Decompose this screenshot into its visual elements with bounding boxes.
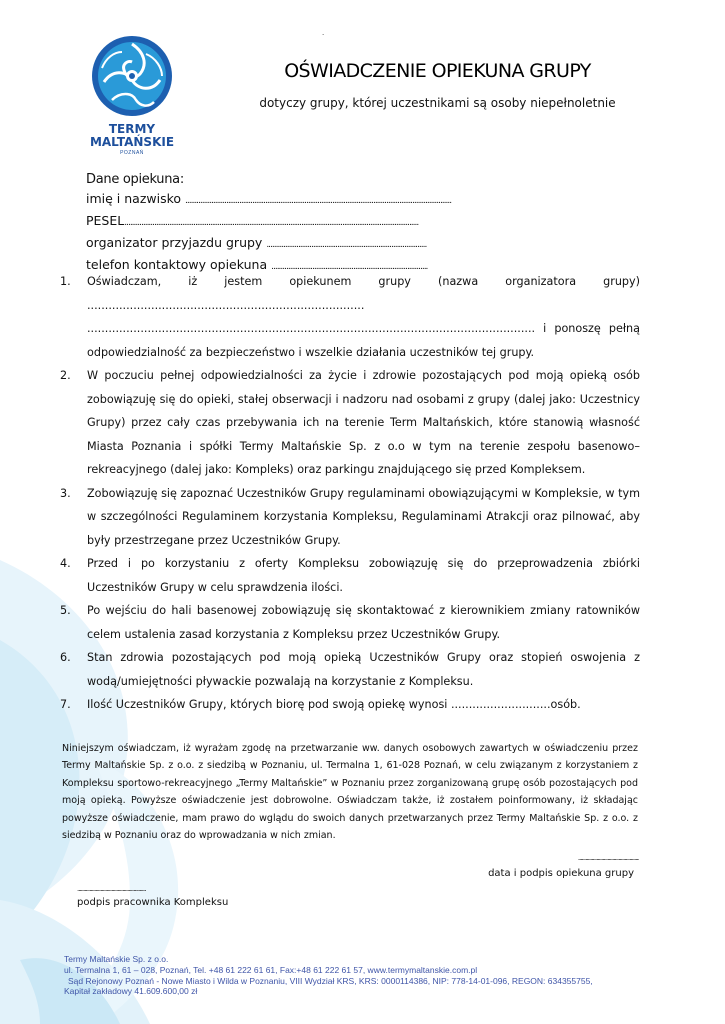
guardian-data-section	[86, 170, 486, 277]
employee-signature-label: podpis pracownika Kompleksu	[77, 897, 229, 908]
item-text: W poczuciu pełnej odpowiedzialności za życie i zdrowie pozostających pod moją opieką osób zobowiązuję się do opieki, stałej obserwacji i nadzoru nad osobami z grupy (dalej jako: Uczestnicy Grupy) przez cały czas przebywania ich na terenie Term Maltańskich, które stanowią własność Miasta Poznania i spółki Termy Maltańskie Sp. z o.o w tym na terenie zespołu basenowo–rekreacyjnego (dalej jako: Kompleks) oraz parkingu znajdującego się przed Kompleksem.	[87, 369, 640, 476]
logo-text-poznan: POZNAŃ	[120, 150, 144, 156]
document-subtitle: dotyczy grupy, której uczestnikami są osoby niepełnoletnie	[259, 96, 616, 110]
footer-company-name: Termy Maltańskie Sp. z o.o.	[64, 954, 169, 964]
field-label: PESEL	[86, 213, 125, 228]
company-footer	[64, 954, 704, 997]
item-text: Po wejściu do hali basenowej zobowiązuję się skontaktować z kierownikiem zmiany ratowników celem ustalenia zasad korzystania z Kompleksu przez Uczestników Grupy.	[87, 604, 640, 641]
document-title: OŚWIADCZENIE OPIEKUNA GRUPY	[284, 60, 591, 82]
field-dots: ......................................................................................	[266, 240, 427, 250]
field-label: organizator przyjazdu grupy	[86, 235, 263, 250]
item-text: Zobowiązuję się zapoznać Uczestników Grupy regulaminami obowiązującymi w Kompleksie, w tym w szczególności Regulaminem korzystania Kompleksu, Regulaminami Atrakcji oraz pilnować, aby były przestrzegane przez Uczestników Grupy.	[87, 486, 640, 547]
field-label: telefon kontaktowy opiekuna	[86, 257, 268, 272]
item-text: Ilość Uczestników Grupy, których biorę pod swoją opiekę wynosi ............................osób.	[87, 698, 581, 711]
item-number: 5.	[60, 604, 71, 617]
item-text: Oświadczam, iż jestem opiekunem grupy (nazwa organizatora grupy) ..............................................................................	[87, 275, 640, 312]
footer-capital: Kapitał zakładowy 41.609.600,00 zł	[64, 986, 198, 997]
field-dots: ..............................................................................................................................................................	[124, 218, 419, 228]
guardian-field-pesel[interactable]	[86, 211, 486, 233]
declaration-item-2	[60, 364, 640, 482]
guardian-field-organizer[interactable]	[86, 233, 486, 255]
employee-signature-line[interactable]: ........................................................	[77, 884, 146, 893]
item-number: 6.	[60, 651, 71, 664]
declaration-items	[60, 270, 640, 717]
logo-text-termy: TERMY	[108, 122, 156, 136]
item-text: Stan zdrowia pozostających pod moją opieką Uczestników Grupy oraz stopień oswojenia z wodą/umiejętności pływackie pozwalają na korzystanie z Kompleksu.	[87, 651, 640, 688]
footer-registry: Sąd Rejonowy Poznań - Nowe Miasto i Wilda w Poznaniu, VIII Wydział KRS, KRS: 0000114386, NIP: 778-14-01-096, REGON: 634355755,	[68, 975, 593, 986]
field-dots: ....................................................................................	[271, 262, 428, 272]
top-mark: .	[322, 28, 325, 37]
footer-address: ul. Termalna 1, 61 – 028, Poznań, Tel. +48 61 222 61 61, Fax:+48 61 222 61 57, www.termymaltanskie.com.pl	[64, 964, 478, 975]
guardian-heading: Dane opiekuna:	[86, 172, 184, 187]
guardian-field-name[interactable]	[86, 189, 486, 211]
item-text-continuation: .............................................................................................................................. i ponoszę pełną odpowiedzialność za bezpieczeństwo i wszelkie działania uczestników tej grupy.	[87, 322, 640, 359]
item-number: 2.	[60, 369, 71, 382]
item-number: 3.	[60, 486, 71, 500]
item-number: 7.	[60, 698, 71, 711]
item-number: 1.	[60, 275, 71, 288]
data-consent-paragraph: Niniejszym oświadczam, iż wyrażam zgodę na przetwarzanie ww. danych osobowych zawartych w oświadczeniu przez Termy Maltańskie Sp. z o.o. z siedzibą w Poznaniu, ul. Termalna 1, 61-028 Poznań, w celu związanym z korzystaniem z Kompleksu sportowo-rekreacyjnego „Termy Maltańskie” w Poznaniu przez zorganizowaną grupę osób pozostających pod moją opieką. Powyższe oświadczenie jest dobrowolne. Oświadczam także, iż zostałem poinformowany, iż składając powyższe oświadczenie, mam prawo do wglądu do swoich danych przetwarzanych przez Termy Maltańskie Sp. z o.o. z siedzibą w Poznaniu oraz do wprowadzania w nich zmian.	[62, 743, 638, 842]
logo-text-maltanskie: MALTAŃSKIE	[89, 135, 175, 149]
guardian-signature-line[interactable]: ..................................................	[577, 853, 639, 862]
item-number: 4.	[60, 557, 71, 570]
declaration-item-3	[60, 482, 640, 553]
declaration-item-6	[60, 646, 640, 693]
field-dots: ...............................................................................................................................................	[185, 196, 452, 206]
declaration-item-1	[60, 270, 640, 364]
guardian-signature-label: data i podpis opiekuna grupy	[488, 868, 634, 879]
declaration-item-4	[60, 552, 640, 599]
item-text: Przed i po korzystaniu z oferty Kompleksu zobowiązuję się do przeprowadzenia zbiórki Uczestników Grupy w celu sprawdzenia ilości.	[87, 557, 640, 594]
declaration-item-5	[60, 599, 640, 646]
declaration-item-7	[60, 693, 640, 717]
field-label: imię i nazwisko	[86, 191, 182, 206]
